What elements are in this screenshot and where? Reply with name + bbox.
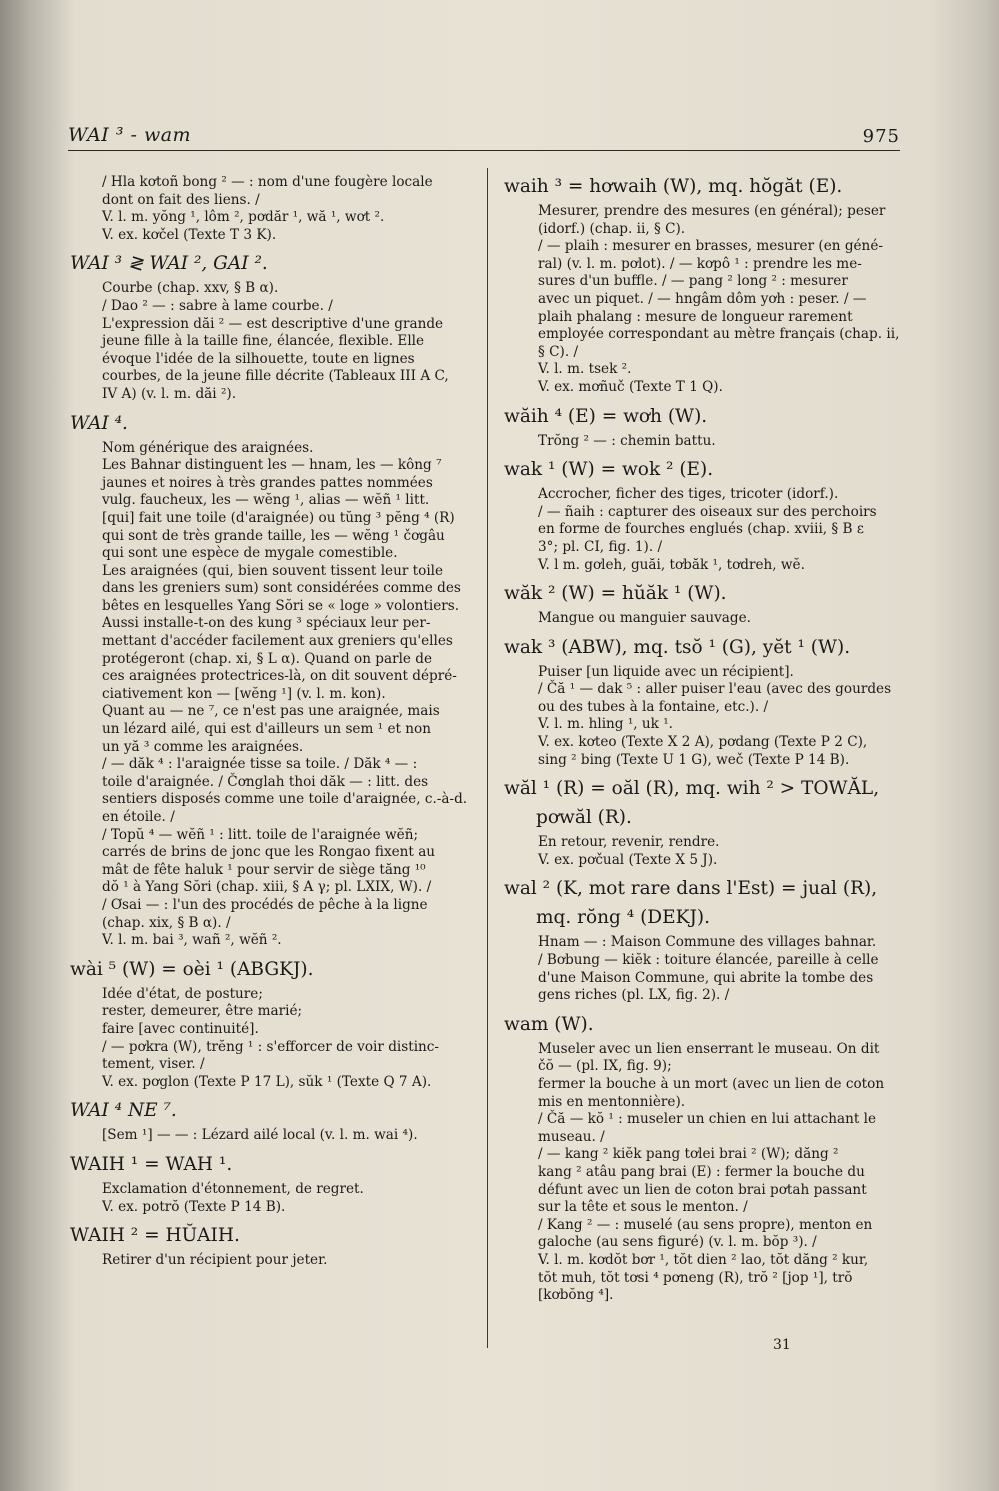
entry-line: [qui] fait une toile (d'araignée) ou tŭng ³ pĕng ⁴ (R) xyxy=(102,509,455,526)
running-head: WAI ³ - wam xyxy=(68,124,192,146)
dictionary-entry xyxy=(70,1098,470,1145)
entry-line: [kơbŏng ⁴]. xyxy=(538,1287,614,1304)
entry-line: faire [avec continuité]. xyxy=(102,1020,259,1037)
entry-line: galoche (au sens figuré) (v. l. m. bŏp ³). / xyxy=(538,1234,817,1251)
entry-line: / Ơsai — : l'un des procédés de pêche à la ligne xyxy=(102,896,428,913)
entry-line: kang ² atâu pang brai (E) : fermer la bouche du xyxy=(538,1163,865,1180)
entry-line: sur la tête et sous le menton. / xyxy=(538,1199,748,1216)
entry-line: V. ex. pơglon (Texte P 17 L), sŭk ¹ (Texte Q 7 A). xyxy=(102,1073,432,1090)
entry-line: avec un piquet. / — hngâm dôm yơh : peser. / — xyxy=(538,290,867,307)
entry-line: Trŏng ² — : chemin battu. xyxy=(538,432,716,449)
entry-line: un yă ³ comme les araignées. xyxy=(102,738,304,755)
dictionary-entry xyxy=(70,957,470,1092)
entry-line: mis en mentonnière). xyxy=(538,1093,686,1110)
entry-line: plaih phalang : mesure de longueur rarement xyxy=(538,308,853,325)
entry-line: ciativement kon — [wĕng ¹] (v. l. m. kon). xyxy=(102,685,386,702)
entry-line: Accrocher, ficher des tiges, tricoter (idorf.). xyxy=(538,486,839,503)
entry-line: défunt avec un lien de coton brai pơtah passant xyxy=(538,1181,867,1198)
entry-body xyxy=(70,1127,470,1145)
entry-line: courbes, de la jeune fille décrite (Tableaux III A C, xyxy=(102,368,449,385)
entry-body xyxy=(70,1252,470,1270)
signature-number: 31 xyxy=(773,1337,791,1353)
entry-line: [Sem ¹] — — : Lézard ailé local (v. l. m. wai ⁴). xyxy=(102,1127,418,1144)
entry-line: L'expression dăi ² — est descriptive d'une grande xyxy=(102,315,444,332)
dictionary-entry xyxy=(70,411,470,950)
entry-headword: wăih ⁴ (E) = wơh (W). xyxy=(504,405,708,427)
entry-headword-continuation: pơwăl (R). xyxy=(536,807,632,829)
dictionary-entry xyxy=(504,635,902,770)
entry-line: dŏ ¹ à Yang Sŏri (chap. xiii, § A γ; pl. LXIX, W). / xyxy=(102,879,432,896)
entry-line: V. ex. kơteo (Texte X 2 A), pơdang (Texte P 2 C), xyxy=(538,734,868,751)
entry-line: V. l. m. bai ³, wañ ², wĕñ ². xyxy=(102,932,282,949)
page-number: 975 xyxy=(862,126,900,147)
entry-line: V. l. m. yŏng ¹, lôm ², pơdăr ¹, wă ¹, wơt ². xyxy=(102,209,385,226)
entry-line: IV A) (v. l. m. dăi ²). xyxy=(102,385,237,402)
dictionary-entry xyxy=(70,1152,470,1216)
dictionary-entry xyxy=(504,404,902,451)
entry-line: carrés de brins de jonc que les Rongao fixent au xyxy=(102,844,436,861)
dictionary-entry xyxy=(504,174,902,397)
entry-line: dont on fait des liens. / xyxy=(102,191,260,208)
entry-line: / Kang ² — : muselé (au sens propre), menton en xyxy=(538,1216,873,1233)
dictionary-entry xyxy=(504,1012,902,1305)
entry-body xyxy=(70,1181,470,1216)
entry-line: Exclamation d'étonnement, de regret. xyxy=(102,1180,364,1197)
entry-line: un lézard ailé, qui est d'ailleurs un sem ¹ et non xyxy=(102,721,431,738)
entry-line: Les Bahnar distinguent les — hnam, les — kông ⁷ xyxy=(102,457,442,474)
entry-line: Puiser [un liquide avec un récipient]. xyxy=(538,663,794,680)
entry-line: Museler avec un lien enserrant le museau. On dit xyxy=(538,1040,880,1057)
entry-headword: wak ¹ (W) = wok ² (E). xyxy=(504,459,714,481)
entry-body xyxy=(70,280,470,403)
left-column xyxy=(70,174,470,1277)
entry-line: / — ñaih : capturer des oiseaux sur des perchoirs xyxy=(538,503,877,520)
entry-line: museau. / xyxy=(538,1128,605,1145)
entry-line: protégeront (chap. xi, § L α). Quand on parle de xyxy=(102,650,433,667)
entry-line: gens riches (pl. LX, fig. 2). / xyxy=(538,987,730,1004)
entry-line: V. ex. kơčel (Texte T 3 K). xyxy=(102,226,277,243)
entry-line: en étoile. / xyxy=(102,809,175,825)
entry-line: / Čă — kŏ ¹ : museler un chien en lui attachant le xyxy=(538,1111,877,1128)
entry-line: ces araignées protectrices-là, on dit souvent dépré- xyxy=(102,668,457,685)
entry-headword: wài ⁵ (W) = oèi ¹ (ABGKJ). xyxy=(70,958,314,980)
entry-line: ral) (v. l. m. pơlot). / — kơpô ¹ : prendre les me- xyxy=(538,255,862,272)
entry-line: Les araignées (qui, bien souvent tissent leur toile xyxy=(102,562,444,579)
entry-line: / Bơbung — kiĕk : toiture élancée, pareille à celle xyxy=(538,952,879,969)
entry-line: sing ² bing (Texte U 1 G), wеč (Texte P 14 B). xyxy=(538,751,850,768)
entry-line: toile d'araignée. / Čơnglah thoi dăk — : litt. des xyxy=(102,773,429,790)
dictionary-entry xyxy=(504,457,902,574)
entry-headword: WAI ³ ≷ WAI ², GAI ². xyxy=(70,253,268,275)
entry-line: Hnam — : Maison Commune des villages bahnar. xyxy=(538,934,877,951)
entry-line: / Hla kơtoñ bong ² — : nom d'une fougère locale xyxy=(102,174,433,190)
dictionary-entry xyxy=(70,251,470,403)
entry-line: mettant d'accéder facilement aux greniers qu'elles xyxy=(102,633,453,650)
entry-line: Retirer d'un récipient pour jeter. xyxy=(102,1252,328,1269)
entry-line: V. ex. potrŏ (Texte P 14 B). xyxy=(102,1198,286,1215)
entry-line: (idorf.) (chap. ii, § C). xyxy=(538,220,686,237)
entry-line: fermer la bouche à un mort (avec un lien de coton xyxy=(538,1076,885,1092)
entry-headword: WAIH ² = HŬAIH. xyxy=(70,1225,240,1247)
entry-body xyxy=(504,610,902,628)
entry-line: jaunes et noires à très grandes pattes nommées xyxy=(102,474,433,491)
entry-headword: WAI ⁴. xyxy=(70,412,128,434)
entry-line: V. ex. mơñuč (Texte T 1 Q). xyxy=(538,378,723,395)
entry-line: d'une Maison Commune, qui abrite la tombe des xyxy=(538,969,874,986)
entry-line: vulg. faucheux, les — wĕng ¹, alias — wĕñ ¹ litt. xyxy=(102,492,430,509)
entry-line: tement, viser. / xyxy=(102,1056,205,1073)
entry-line: bêtes en lesquelles Yang Sŏri se « loge » volontiers. xyxy=(102,597,460,614)
entry-headword: wak ³ (ABW), mq. tsŏ ¹ (G), yĕt ¹ (W). xyxy=(504,636,851,658)
dictionary-entry xyxy=(504,776,902,869)
header-rule xyxy=(68,150,900,151)
entry-body xyxy=(504,934,902,1004)
entry-line: / — dăk ⁴ : l'araignée tisse sa toile. / Dăk ⁴ — : xyxy=(102,756,418,773)
entry-body xyxy=(504,834,902,869)
entry-line: ou des tubes à la fontaine, etc.). / xyxy=(538,698,769,715)
entry-line: jeune fille à la taille fine, élancée, flexible. Elle xyxy=(102,333,425,350)
entry-line: qui sont de très grande taille, les — wĕng ¹ čơgâu xyxy=(102,527,445,544)
entry-headword: wăl ¹ (R) = oăl (R), mq. wih ² > TOWĂL, xyxy=(504,778,880,800)
entry-line: Idée d'état, de posture; xyxy=(102,985,263,1002)
entry-line: § C). / xyxy=(538,343,579,360)
entry-line: / Topŭ ⁴ — wĕñ ¹ : litt. toile de l'araignée wĕñ; xyxy=(102,826,419,843)
entry-line: Mesurer, prendre des mesures (en général); peser xyxy=(538,203,886,219)
page-header xyxy=(68,118,900,152)
entry-body xyxy=(70,986,470,1092)
entry-line: mât de fête haluk ¹ pour servir de siège tăng ¹⁰ xyxy=(102,861,426,878)
entry-line: Mangue ou manguier sauvage. xyxy=(538,610,751,627)
right-column xyxy=(504,174,902,1312)
column-divider xyxy=(487,168,488,1348)
entry-headword: waih ³ = hơwaih (W), mq. hŏgăt (E). xyxy=(504,176,843,197)
entry-line: sures d'un buffle. / — pang ² long ² : mesurer xyxy=(538,273,848,290)
entry-headword: wal ² (K, mot rare dans l'Est) = jual (R), xyxy=(504,878,878,900)
entry-line: / — pơkra (W), trĕng ¹ : s'efforcer de voir distinc- xyxy=(102,1038,440,1055)
entry-line: V. l m. gơleh, guăi, tơbăk ¹, tơdreh, wĕ. xyxy=(538,556,805,573)
entry-body xyxy=(70,440,470,950)
entry-line: V. l. m. tsek ². xyxy=(538,361,632,378)
entry-body xyxy=(504,664,902,770)
entry-line: tŏt muh, tŏt tơsi ⁴ pơneng (R), trŏ ² [jop ¹], trŏ xyxy=(538,1269,853,1286)
entry-line: Courbe (chap. xxv, § B α). xyxy=(102,280,279,297)
entry-line: En retour, revenir, rendre. xyxy=(538,834,720,851)
entry-line: en forme de fourches englués (chap. xviii, § B ε xyxy=(538,521,864,538)
entry-body xyxy=(504,203,902,397)
entry-line: rester, demeurer, être marié; xyxy=(102,1003,303,1020)
entry-line: 3°; pl. CI, fig. 1). / xyxy=(538,538,663,555)
entry-line: Aussi installe-t-on des kung ³ spéciaux leur per- xyxy=(102,615,431,632)
entry-line: / Čă ¹ — dak ⁵ : aller puiser l'eau (avec des gourdes xyxy=(538,681,892,698)
entry-line: Quant au — ne ⁷, ce n'est pas une araignée, mais xyxy=(102,703,440,720)
entry-headword: WAIH ¹ = WAH ¹. xyxy=(70,1153,233,1175)
dictionary-entry xyxy=(70,1223,470,1270)
entry-line: V. l. m. hling ¹, uk ¹. xyxy=(538,716,674,733)
entry-line: / — plaih : mesurer en brasses, mesurer (en géné- xyxy=(538,238,883,255)
entry-line: sentiers disposés comme une toile d'araignée, c.-à-d. xyxy=(102,791,468,808)
entry-line: V. l. m. kơdŏt bơr ¹, tŏt dien ² lao, tŏt dăng ² kur, xyxy=(538,1251,869,1268)
entry-line: dans les greniers sum) sont considérées comme des xyxy=(102,580,461,597)
entry-headword: WAI ⁴ NE ⁷. xyxy=(70,1100,177,1122)
entry-headword-continuation: mq. rŏng ⁴ (DEKJ). xyxy=(536,907,710,929)
entry-line: čŏ — (pl. IX, fig. 9); xyxy=(538,1058,672,1075)
entry-line: / Dao ² — : sabre à lame courbe. / xyxy=(102,297,333,314)
entry-body xyxy=(70,174,470,244)
entry-line: / — kang ² kiĕk pang tơlei brai ² (W); dăng ² xyxy=(538,1146,839,1163)
entry-line: évoque l'idée de la silhouette, toute en lignes xyxy=(102,350,415,367)
entry-headword: wăk ² (W) = hŭăk ¹ (W). xyxy=(504,583,727,605)
entry-body xyxy=(504,486,902,574)
entry-line: Nom générique des araignées. xyxy=(102,439,314,456)
entry-body xyxy=(504,1041,902,1305)
entry-line: employée correspondant au mètre français (chap. ii, xyxy=(538,326,900,343)
dictionary-entry xyxy=(504,581,902,628)
dictionary-entry xyxy=(70,174,470,244)
entry-line: V. ex. pơčual (Texte X 5 J). xyxy=(538,851,718,868)
entry-line: qui sont une espèce de mygale comestible. xyxy=(102,545,398,562)
entry-line: (chap. xix, § B α). / xyxy=(102,914,231,931)
entry-body xyxy=(504,433,902,451)
entry-headword: wam (W). xyxy=(504,1013,594,1035)
dictionary-entry xyxy=(504,876,902,1004)
